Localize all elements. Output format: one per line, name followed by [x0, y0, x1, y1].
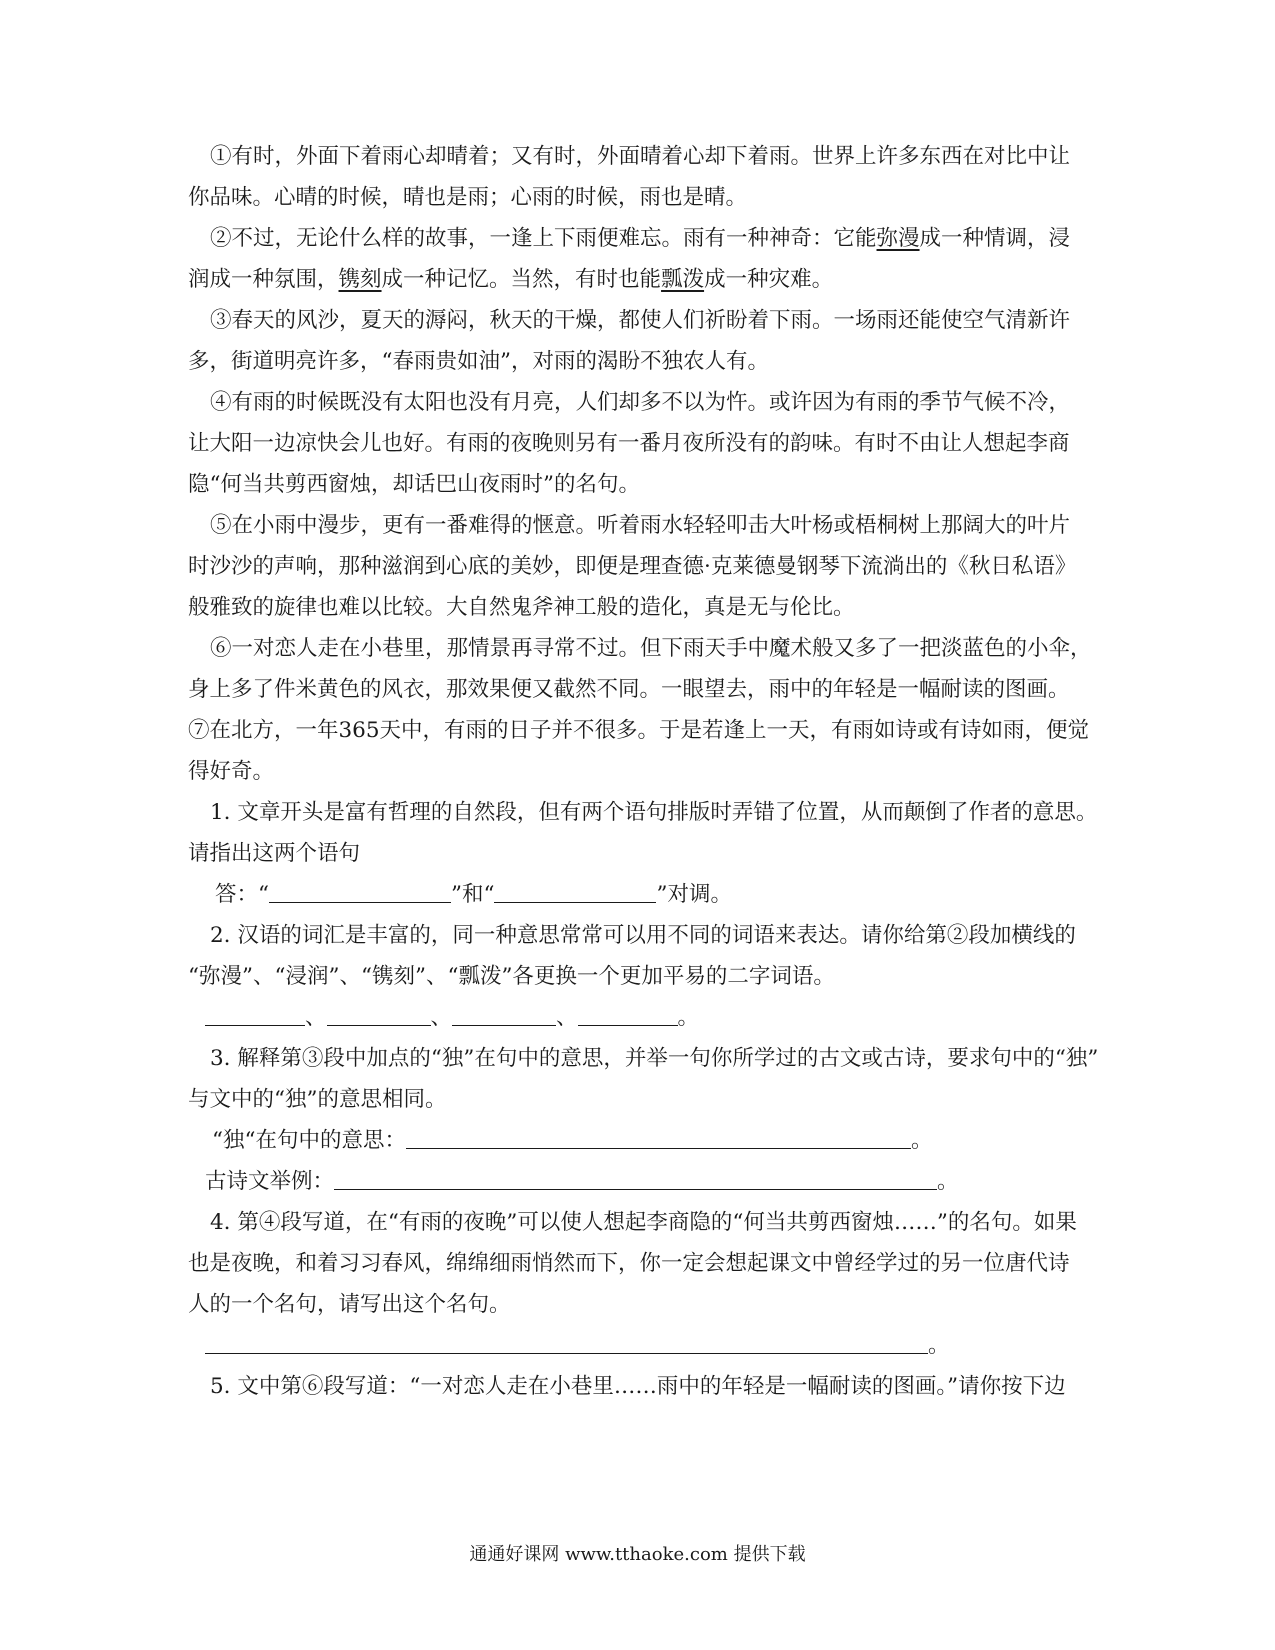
- page-footer: 通通好课网 www.tthaoke.com 提供下载: [469, 1544, 806, 1565]
- paragraph-2-text: 润成一种氛围，: [188, 267, 339, 292]
- question-3-example-line: [205, 1167, 1105, 1197]
- paragraph-4-line-2: 让大阳一边凉快会儿也好。有雨的夜晚则另有一番月夜所没有的韵味。有时不由让人想起李商: [188, 431, 1070, 456]
- paragraph-4-line-3: 隐“何当共剪西窗烛，却话巴山夜雨时”的名句。: [188, 472, 640, 497]
- paragraph-2-text: ②不过，无论什么样的故事，一逢上下雨便难忘。雨有一种神奇：它能: [210, 226, 877, 251]
- underlined-word-mimann: 弥漫: [876, 226, 920, 251]
- answer-prefix: 答：“: [215, 882, 269, 907]
- question-1-line-1: 1. 文章开头是富有哲理的自然段，但有两个语句排版时弄错了位置，从而颠倒了作者的意思。: [210, 800, 1098, 825]
- period: 。: [677, 1005, 700, 1030]
- question-3-line-2: 与文中的“独”的意思相同。: [188, 1087, 447, 1112]
- meaning-label: “独“在句中的意思：: [212, 1128, 406, 1153]
- question-1-line-2: 请指出这两个语句: [188, 841, 361, 866]
- paragraph-7-line-1: ⑦在北方，一年365天中，有雨的日子并不很多。于是若逢上一天，有雨如诗或有诗如雨，便觉: [188, 718, 1090, 743]
- period: 。: [937, 1169, 959, 1194]
- paragraph-4-line-1: ④有雨的时候既没有太阳也没有月亮，人们却多不以为忤。或许因为有雨的季节气候不冷，: [210, 390, 1071, 415]
- paragraph-2-line-2: [188, 265, 1088, 295]
- question-3-meaning-line: [212, 1126, 1112, 1156]
- separator: 、: [556, 1005, 578, 1030]
- paragraph-2-text: 成一种灾难。: [704, 267, 834, 292]
- separator: 、: [305, 1005, 327, 1030]
- underlined-word-piaopo: 瓢泼: [661, 267, 705, 292]
- answer-blank[interactable]: [205, 1331, 928, 1354]
- question-4-line-2: 也是夜晚，和着习习春风，绵绵细雨悄然而下，你一定会想起课文中曾经学过的另一位唐代诗: [188, 1251, 1070, 1276]
- separator: 、: [430, 1005, 453, 1030]
- paragraph-6-line-2: 身上多了件米黄色的风衣，那效果便又截然不同。一眼望去，雨中的年轻是一幅耐读的图画。: [188, 677, 1070, 702]
- example-label: 古诗文举例：: [205, 1169, 335, 1194]
- example-answer-blank[interactable]: [334, 1167, 937, 1190]
- question-4-line-1: 4. 第④段写道，在“有雨的夜晚”可以使人想起李商隐的“何当共剪西窗烛……”的名句。如果: [210, 1210, 1077, 1235]
- underlined-word-juanke: 镌刻: [338, 267, 382, 292]
- answer-blank-4[interactable]: [578, 1003, 678, 1026]
- question-2-line-1: 2. 汉语的词汇是丰富的，同一种意思常常可以用不同的词语来表达。请你给第②段加横线的: [210, 923, 1076, 948]
- meaning-answer-blank[interactable]: [406, 1126, 911, 1149]
- question-4-answer-line: [205, 1331, 1105, 1361]
- paragraph-1-line-2: 你品味。心晴的时候，晴也是雨；心雨的时候，雨也是晴。: [188, 185, 748, 210]
- paragraph-2-text: 成一种记忆。当然，有时也能: [381, 267, 662, 292]
- question-2-answer-line: [205, 1003, 1105, 1033]
- question-2-line-2: “弥漫”、“浸润”、“镌刻”、“瓢泼”各更换一个更加平易的二字词语。: [188, 964, 835, 989]
- answer-blank-1[interactable]: [269, 880, 451, 903]
- paragraph-5-line-3: 般雅致的旋律也难以比较。大自然鬼斧神工般的造化，真是无与伦比。: [188, 595, 855, 620]
- answer-suffix: ”对调。: [656, 882, 732, 907]
- question-4-line-3: 人的一个名句，请写出这个名句。: [188, 1292, 511, 1317]
- question-3-line-1: 3. 解释第③段中加点的“独”在句中的意思，并举一句你所学过的古文或古诗，要求句中的“独”: [210, 1046, 1099, 1071]
- answer-blank-3[interactable]: [452, 1003, 556, 1026]
- paragraph-7-line-2: 得好奇。: [188, 759, 275, 784]
- paragraph-6-line-1: ⑥一对恋人走在小巷里，那情景再寻常不过。但下雨天手中魔术般又多了一把淡蓝色的小伞，: [210, 636, 1092, 661]
- paragraph-5-line-1: ⑤在小雨中漫步，更有一番难得的惬意。听着雨水轻轻叩击大叶杨或梧桐树上那阔大的叶片: [210, 513, 1071, 538]
- answer-connector: ”和“: [451, 882, 495, 907]
- paragraph-3-line-2: 多，街道明亮许多，“春雨贵如油”，对雨的渴盼不独农人有。: [188, 349, 769, 374]
- period: 。: [910, 1128, 933, 1153]
- question-1-answer-line: [215, 880, 1115, 910]
- paragraph-1-line-1: ①有时，外面下着雨心却晴着；又有时，外面晴着心却下着雨。世界上许多东西在对比中让: [210, 144, 1071, 169]
- answer-blank-1[interactable]: [205, 1003, 305, 1026]
- question-5-line-1: 5. 文中第⑥段写道：“一对恋人走在小巷里……雨中的年轻是一幅耐读的图画。”请你按下边: [210, 1374, 1066, 1399]
- paragraph-3-line-1: ③春天的风沙，夏天的溽闷，秋天的干燥，都使人们祈盼着下雨。一场雨还能使空气清新许: [210, 308, 1071, 333]
- answer-blank-2[interactable]: [327, 1003, 431, 1026]
- paragraph-5-line-2: 时沙沙的声响，那种滋润到心底的美妙，即便是理查德·克莱德曼钢琴下流淌出的《秋日私语》: [188, 554, 1077, 579]
- paragraph-2-line-1: [210, 224, 1110, 254]
- period: 。: [928, 1333, 950, 1358]
- paragraph-2-text: 成一种情调，浸: [919, 226, 1071, 251]
- answer-blank-2[interactable]: [494, 880, 656, 903]
